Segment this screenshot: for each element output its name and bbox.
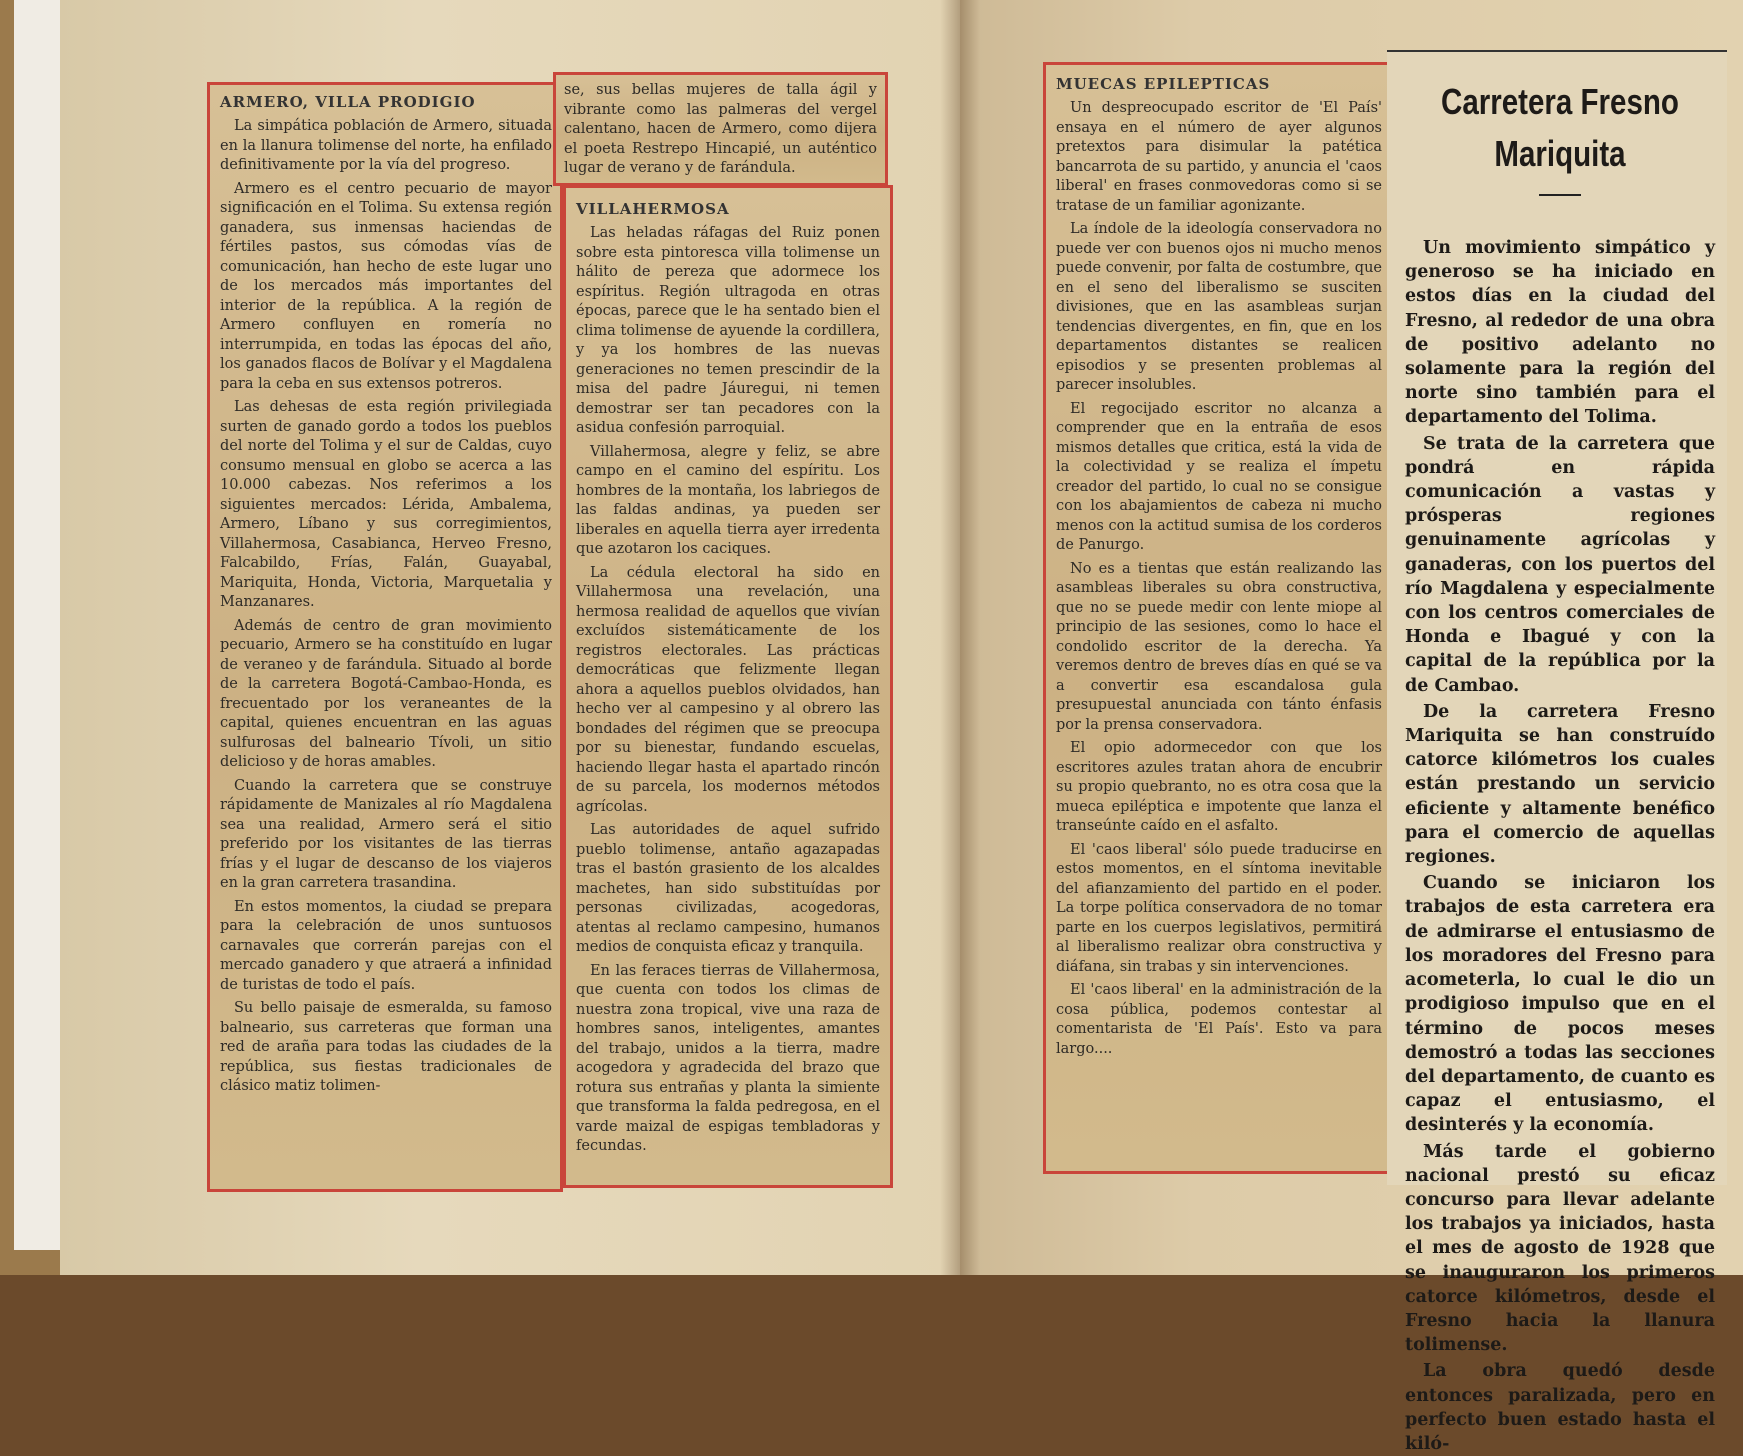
paragraph: El 'caos liberal' en la administración de la cosa pública, podemos contestar al comentarista de 'El País'. Esto va para largo....: [1056, 982, 1382, 1057]
paragraph: Más tarde el gobierno nacional prestó su eficaz concurso para llevar adelante los trabajos ya iniciados, hasta el mes de agosto de 1928 que se inauguraron los primeros catorce kilómetros, desde el Fresno hacia la llanura tolimense.: [1405, 1141, 1715, 1356]
clipping-armero: [207, 82, 563, 1192]
paragraph: Las dehesas de esta región privilegiada surten de ganado gordo a todos los pueblos del norte del Tolima y el sur de Caldas, cuyo consumo mensual en globo se acerca a las 10.000 cabezas. Nos referimos a los siguientes mercados: Lérida, Ambalema, Armero, Líbano y sus corregimientos, Villahermosa, Casabianca, Herveo Fresno, Falcabildo, Frías, Falán, Guayabal, Mariquita, Honda, Victoria, Marquetalia y Manzanares.: [220, 399, 552, 610]
paragraph: Las heladas ráfagas del Ruiz ponen sobre esta pintoresca villa tolimense un hálito de pereza que adormece los espíritus. Región ultragoda en otras épocas, parece que le ha sentado bien el clima tolimense de ayuende la cordillera, y ya los hombres de las nuevas generaciones no temen prescindir de la misa del padre Jáuregui, ni temen demostrar ser tan pecadores con la asidua confesión parroquial.: [576, 225, 880, 436]
paragraph: Además de centro de gran movimiento pecuario, Armero se ha constituído en lugar de veraneo y de farándula. Situado al borde de la carretera Bogotá-Cambao-Honda, es frecuentado por los veraneantes de la capital, quienes encuentran en las aguas sulfurosas del balneario Tívoli, un sitio delicioso y de horas amables.: [220, 617, 552, 770]
paragraph: La simpática población de Armero, situada en la llanura tolimense del norte, ha enfilado definitivamente por la vía del progreso.: [220, 118, 552, 173]
clipping-muecas-epilepticas: [1043, 62, 1395, 1174]
article-title: ARMERO, VILLA PRODIGIO: [220, 93, 476, 111]
clipping-armero-continuation: [553, 72, 888, 186]
book-gutter: [940, 0, 980, 1275]
paragraph: Un despreocupado escritor de 'El País' ensaya en el número de ayer algunos pretextos para disimular la patética bancarrota de su partido, y anuncia el 'caos liberal' en frases conmovedoras como si se tratase de un familiar agonizante.: [1056, 100, 1382, 214]
paragraph: Las autoridades de aquel sufrido pueblo tolimense, antaño agazapadas tras el bastón grasiento de los alcaldes machetes, han sido substituídas por personas civilizadas, acogedoras, atentas al reclamo campesino, humanos medios de conquista eficaz y tranquila.: [576, 822, 880, 955]
paragraph: En las feraces tierras de Villahermosa, que cuenta con todos los climas de nuestra zona tropical, vive una raza de hombres sanos, inteligentes, amantes del trabajo, unidos a la tierra, madre acogedora y agradecida del brazo que rotura sus entrañas y planta la simiente que transforma la falda pedregosa, en el varde maizal de espigas tembladoras y fecundas.: [576, 962, 880, 1154]
paragraph: Cuando la carretera que se construye rápidamente de Manizales al río Magdalena sea una realidad, Armero será el sitio preferido por los visitantes de las tierras frías y el lugar de descanso de los viajeros en la gran carretera trasandina.: [220, 777, 552, 891]
article-title: MUECAS EPILEPTICAS: [1056, 75, 1271, 93]
article-title: VILLAHERMOSA: [576, 200, 730, 218]
paragraph: se, sus bellas mujeres de talla ágil y vibrante como las palmeras del vergel calentano, hacen de Armero, como dijera el poeta Restrepo Hincapié, un auténtico lugar de verano y de farándula.: [564, 82, 877, 176]
paper-edge: [14, 0, 64, 1250]
paragraph: No es a tientas que están realizando las asambleas liberales su obra constructiva, que no se puede medir con lente miope al principio de las sesiones, como lo hace el condolido escritor de la derecha. Ya veremos dentro de breves días en qué se va a convertir esa escandalosa gula presupuestal anunciada con tánto énfasis por la prensa conservadora.: [1056, 560, 1382, 733]
paragraph: La obra quedó desde entonces paralizada, pero en perfecto buen estado hasta el kiló-: [1405, 1361, 1715, 1454]
paragraph: La índole de la ideología conservadora no puede ver con buenos ojos ni mucho menos puede convenir, por falta de costumbre, que en el seno del liberalismo se susciten divisiones, que en las asambleas surjan tendencias divergentes, en fin, que en los departamentos distantes se realicen episodios y se presenten problemas al parecer insolubles.: [1056, 221, 1382, 393]
paragraph: Villahermosa, alegre y feliz, se abre campo en el camino del espíritu. Los hombres de la montaña, los labriegos de las faldas andinas, ya pueden ser liberales en aquella tierra ayer irredenta que azotaron los caciques.: [576, 443, 880, 557]
paragraph: Armero es el centro pecuario de mayor significación en el Tolima. Su extensa región ganadera, sus inmensas haciendas de fértiles pastos, sus cómodas vías de comunicación, han hecho de este lugar uno de los mercados más importantes del interior de la república. A la región de Armero confluyen en romería no interrumpida, en todas las épocas del año, los ganados flacos de Bolívar y el Magdalena para la ceba en sus extensos potreros.: [220, 180, 552, 392]
paragraph: Se trata de la carretera que pondrá en rápida comunicación a vastas y prósperas regiones genuinamente agrícolas y ganaderas, con los puertos del río Magdalena y especialmente con los centros comerciales de Honda e Ibagué y con la capital de la república por la de Cambao.: [1405, 433, 1715, 696]
clipping-carretera-fresno-mariquita: [1387, 50, 1727, 1454]
paragraph: Su bello paisaje de esmeralda, su famoso balneario, sus carreteras que forman una red de araña para todas las ciudades de la república, sus fiestas tradicionales de clásico matiz tolimen-: [220, 1000, 552, 1094]
paragraph: En estos momentos, la ciudad se prepara para la celebración de unos suntuosos carnavales que correrán parejas con el mercado ganadero y que atraerá a infinidad de turistas de todo el país.: [220, 898, 552, 993]
paragraph: Cuando se iniciaron los trabajos de esta carretera era de admirarse el entusiasmo de los moradores del Fresno para acometerla, lo cual le dio un prodigioso impulso que en el término de pocos meses demostró a todas las secciones del departamento, de cuanto es capaz el entusiasmo, el desinterés y la economía.: [1405, 873, 1715, 1136]
paragraph: El regocijado escritor no alcanza a comprender que en la entraña de esos mismos detalles que critica, está la vida de la colectividad y se realiza el ímpetu creador del partido, lo cual no se consigue con los abajamientos de cabeza ni mucho menos con la actitud sumisa de los corderos de Panurgo.: [1056, 400, 1382, 553]
article-title: Carretera Fresno Mariquita: [1441, 81, 1679, 174]
paragraph: Un movimiento simpático y generoso se ha iniciado en estos días en la ciudad del Fresno, al rededor de una obra de positivo adelanto no solamente para la región del norte sino también para el departamento del Tolima.: [1405, 238, 1715, 428]
paragraph: De la carretera Fresno Mariquita se han construído catorce kilómetros los cuales están prestando un servicio eficiente y altamente benéfico para el comercio de aquellas regiones.: [1405, 701, 1715, 868]
paragraph: El opio adormecedor con que los escritores azules tratan ahora de encubrir su propio quebranto, no es otra cosa que la mueca epiléptica e impotente que lanza el transeúnte caído en el asfalto.: [1056, 740, 1382, 834]
paragraph: El 'caos liberal' sólo puede traducirse en estos momentos, en el síntoma inevitable del afianzamiento del partido en el poder. La torpe política conservadora de no tomar parte en los cuerpos legislativos, permitirá al liberalismo realizar obra constructiva y diáfana, sin trabas y sin intervenciones.: [1056, 841, 1382, 975]
paragraph: La cédula electoral ha sido en Villahermosa una revelación, una hermosa realidad de aquellos que vivían excluídos sistemáticamente de los registros electorales. Las prácticas democráticas que felizmente llegan ahora a aquellos pueblos olvidados, han hecho ver al campesino y al obrero las bondades del régimen que se preocupa por su bienestar, fundando escuelas, haciendo llegar hasta el apartado rincón de su parcela, los modernos métodos agrícolas.: [576, 564, 880, 815]
title-rule: [1539, 194, 1581, 196]
clipping-villahermosa: [563, 185, 893, 1188]
